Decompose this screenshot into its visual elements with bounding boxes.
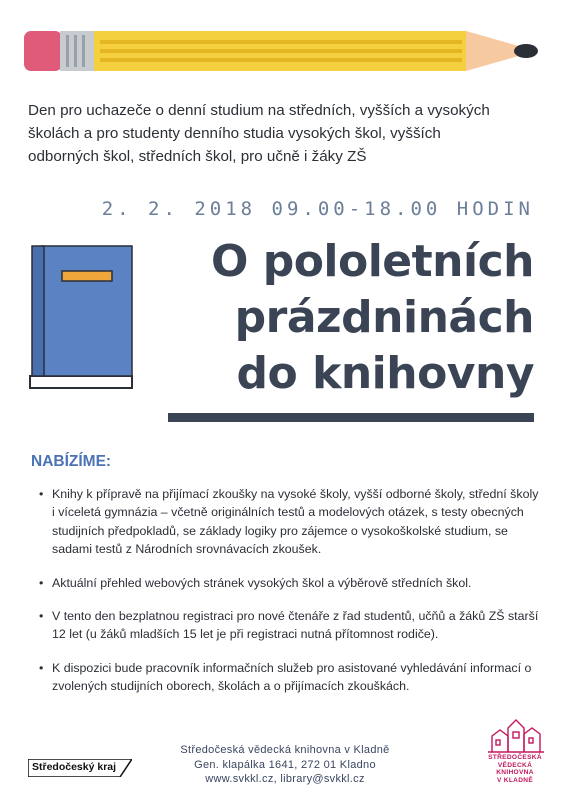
bullet-icon: • [39,609,44,624]
offers-heading: NABÍZÍME: [31,453,112,470]
page-title [211,234,534,402]
event-date: 2. 2. 2018 09.00-18.00 HODIN [101,198,534,220]
list-item-text: V tento den bezplatnou registraci pro nové čtenáře z řad studentů, učňů a žáků ZŠ starší 12 let (u žáků mladších 15 let je při registraci nutná přítomnost rodiče). [52,609,539,642]
title-line: do knihovny [236,348,534,399]
list-item-text: K dispozici bude pracovník informačních služeb pro asistované vyhledávání informací o zvolených studijních oborech, školách a o přijímacích zkouškách. [52,660,532,694]
region-logo [28,759,132,777]
offers-list [39,485,539,711]
library-name: Středočeská vědecká knihovna v Kladně [180,744,390,756]
book-icon [28,244,136,392]
library-contacts: www.svkkl.cz, library@svkkl.cz [205,773,365,785]
pencil-icon [24,28,542,74]
library-address: Gen. klapálka 1641, 272 01 Kladno [194,758,376,771]
intro-line: školách a pro studenty denního studia vysokých škol, vyšších [28,125,441,142]
list-item-text: Aktuální přehled webových stránek vysokých škol a výběrově středních škol. [52,575,472,590]
title-underline [168,413,534,422]
list-item [39,485,539,559]
region-logo-text: Středočeský kraj [32,761,117,773]
intro-line: odborných škol, středních škol, pro učně i žáky ZŠ [28,148,367,165]
bullet-icon: • [39,487,44,501]
title-line: O pololetních [210,236,534,287]
list-item [39,607,539,644]
library-logo-text [482,754,548,784]
logo-line: STŘEDOČESKÁ [488,754,542,761]
bullet-icon: • [39,660,44,675]
intro-line: Den pro uchazeče o denní studium na středních, vyšších a vysokých [28,102,490,119]
logo-line: V KLADNĚ [496,776,534,784]
logo-line: KNIHOVNA [496,769,534,777]
bullet-icon: • [39,575,44,590]
logo-line: VĚDECKÁ [497,761,533,769]
list-item [39,574,539,592]
list-item-text: Knihy k přípravě na přijímací zkoušky na vysoké školy, vyšší odborné školy, střední školy i víceletá gymnázia – včetně originálních testů a modelových otázek, s testy obecných studijních předpokladů, se základy logiky pro zájemce o vysokoškolské studium, se sadami testů z Národních srovnávacích zkoušek. [52,487,539,557]
list-item [39,659,539,696]
footer-contact [160,743,410,787]
intro-text [28,99,548,168]
title-line: prázdninách [234,292,534,343]
